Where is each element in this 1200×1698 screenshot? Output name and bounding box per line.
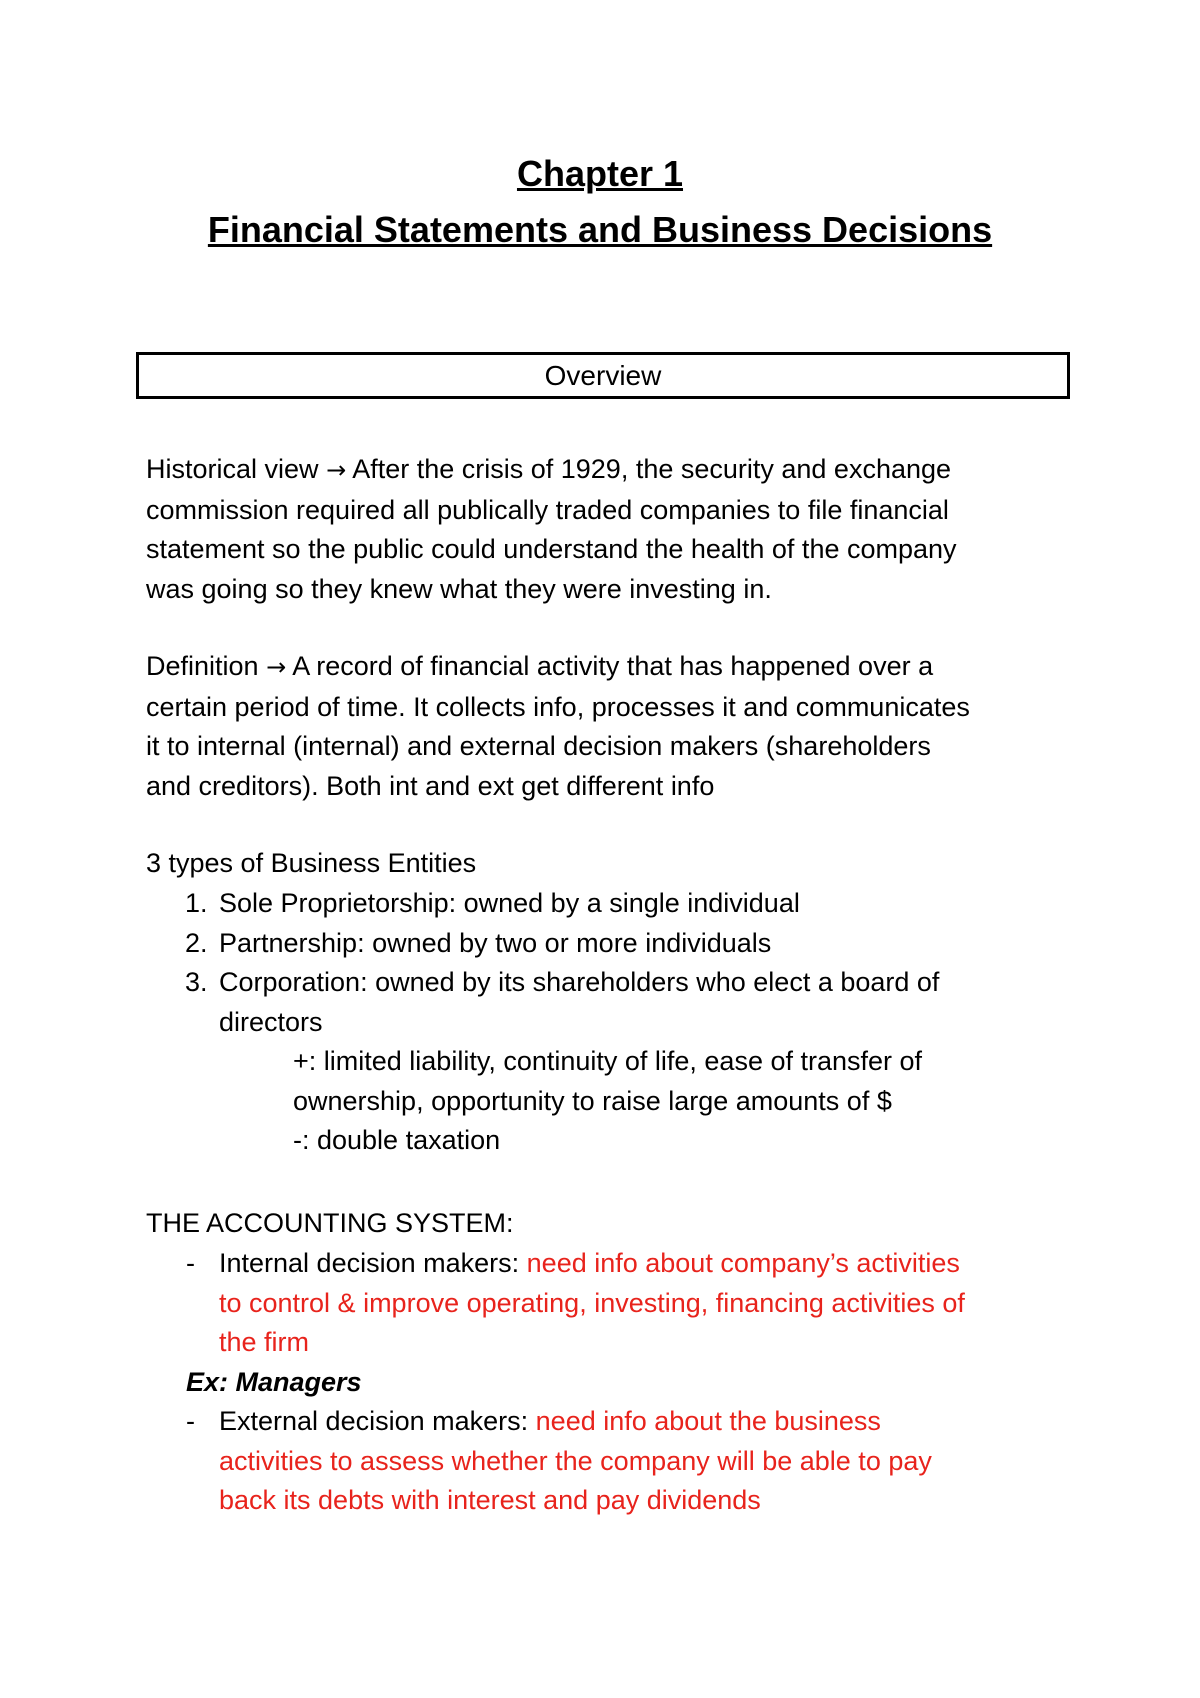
pros-line-2: ownership, opportunity to raise large amounts of $	[293, 1085, 892, 1116]
list-item	[146, 924, 1076, 964]
entities-heading: 3 types of Business Entities	[146, 848, 477, 878]
overview-box	[136, 352, 1070, 399]
cons-line: -: double taxation	[293, 1125, 501, 1155]
chapter-subtitle: Financial Statements and Business Decisions	[207, 209, 993, 250]
internal-red-text-2: to control & improve operating, investing, financing activities of	[219, 1287, 965, 1318]
overview-label: Overview	[544, 359, 662, 391]
list-item	[146, 884, 1076, 924]
historical-line-1	[146, 450, 1076, 491]
list-item	[146, 1244, 1076, 1284]
example-line: Ex: Managers	[186, 1366, 362, 1397]
definition-line-4: and creditors). Both int and ext get different info	[146, 770, 715, 801]
accounting-heading: THE ACCOUNTING SYSTEM:	[146, 1208, 514, 1238]
list-number: 1.	[185, 888, 208, 918]
accounting-list	[146, 1244, 1076, 1521]
list-item-continuation: directors	[219, 1006, 323, 1037]
internal-label: Internal decision makers:	[219, 1248, 520, 1278]
historical-line-3: statement so the public could understand the health of the company	[146, 534, 957, 564]
external-red-text-3: back its debts with interest and pay dividends	[219, 1485, 761, 1515]
external-label: External decision makers:	[219, 1406, 529, 1436]
list-item	[146, 1402, 1076, 1442]
definition-paragraph	[146, 647, 1076, 806]
right-arrow-icon: →	[326, 456, 347, 484]
list-item-text: Sole Proprietorship: owned by a single individual	[219, 888, 800, 918]
entities-list	[146, 884, 1076, 1161]
internal-red-text-3: the firm	[219, 1327, 310, 1357]
dash-bullet: -	[186, 1406, 195, 1436]
list-number: 3.	[185, 967, 208, 997]
historical-line-2: commission required all publically traded companies to file financial	[146, 494, 949, 525]
external-red-text-1: need info about the business	[535, 1406, 881, 1436]
definition-line-2: certain period of time. It collects info, processes it and communicates	[146, 691, 970, 722]
historical-label: Historical view	[146, 454, 319, 484]
definition-line-3: it to internal (internal) and external decision makers (shareholders	[146, 731, 931, 761]
list-number: 2.	[185, 927, 208, 958]
list-item-text: Partnership: owned by two or more individuals	[219, 927, 772, 958]
dash-bullet: -	[186, 1248, 195, 1278]
right-arrow-icon: →	[266, 653, 287, 681]
historical-paragraph	[146, 450, 1076, 609]
chapter-title: Chapter 1	[516, 153, 684, 194]
historical-line-4: was going so they knew what they were investing in.	[146, 573, 772, 604]
definition-line-1	[146, 647, 1076, 688]
internal-red-text-1: need info about company’s activities	[526, 1248, 960, 1278]
definition-text-1: A record of financial activity that has happened over a	[292, 651, 934, 681]
definition-label: Definition	[146, 651, 259, 681]
list-item	[146, 963, 1076, 1003]
pros-line-1: +: limited liability, continuity of life, ease of transfer of	[293, 1046, 923, 1076]
external-red-text-2: activities to assess whether the company will be able to pay	[219, 1445, 932, 1476]
list-item-text: Corporation: owned by its shareholders who elect a board of	[219, 967, 940, 997]
historical-text-1: After the crisis of 1929, the security and exchange	[352, 454, 952, 484]
